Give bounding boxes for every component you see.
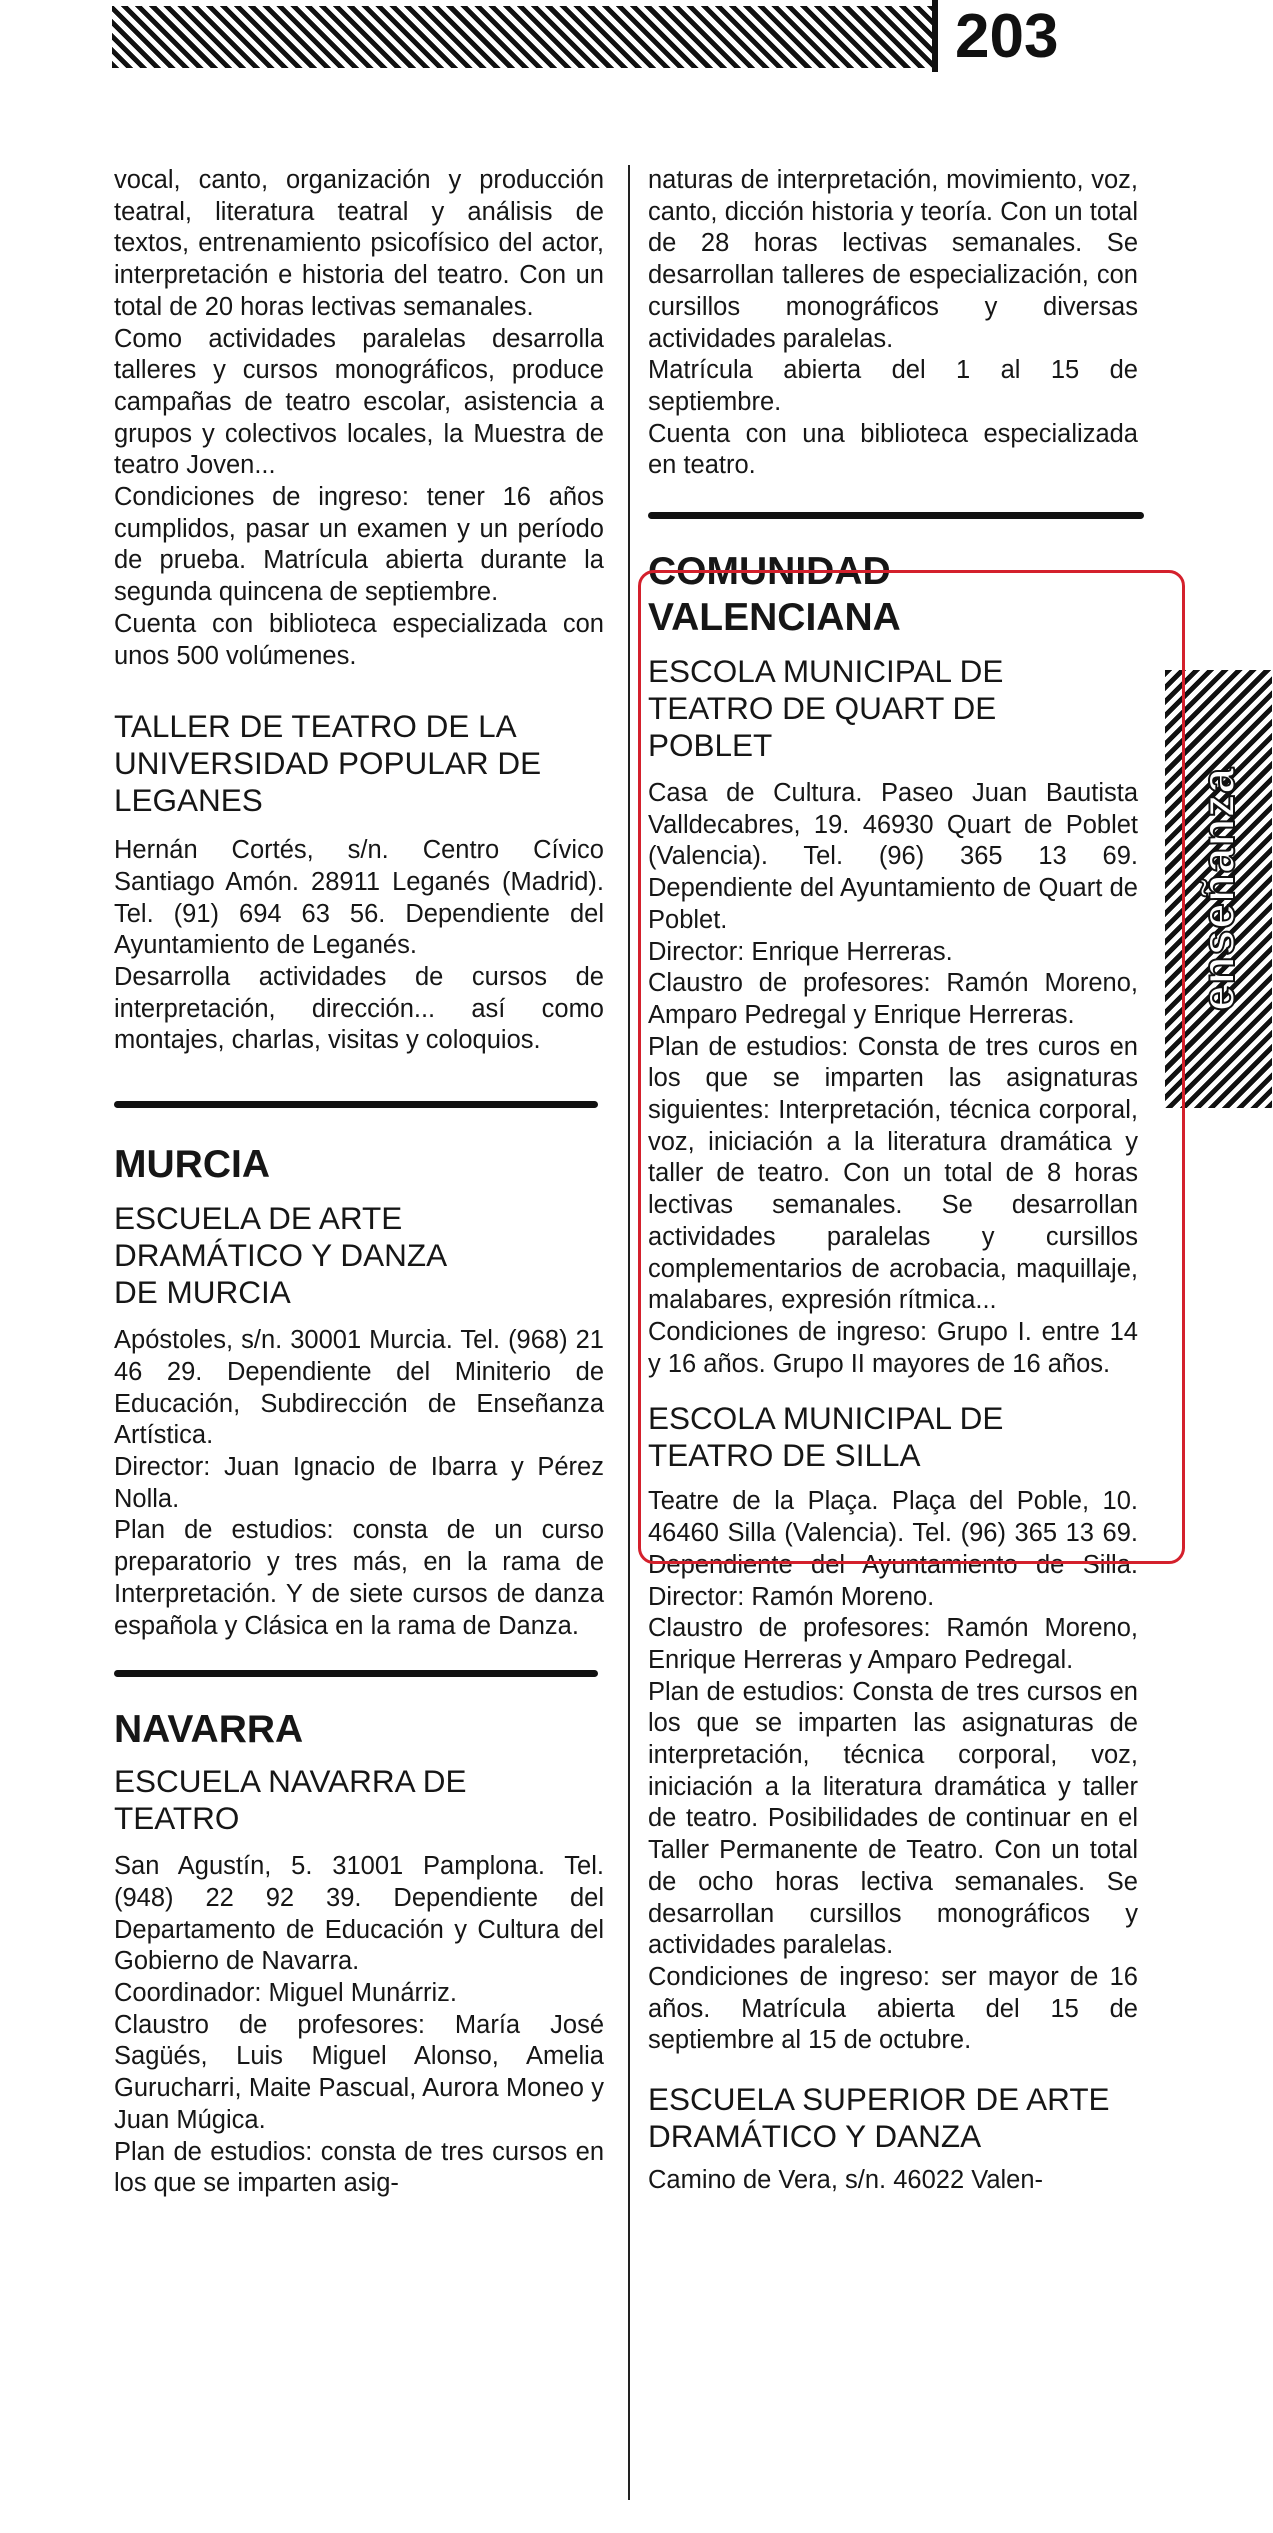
paragraph: Plan de estudios: Consta de tres curos en los que se imparten las asignaturas siguientes: Interpretación, técnica corporal, voz, iniciación a la literatura dramática y taller de teatro. Con un total de 8 horas lectivas semanales. Se desarrollan actividades paralelas y cursillos complementarios de acrobacia, maquillaje, malabares, expresión rítmica... bbox=[648, 1032, 1138, 1315]
paragraph: Plan de estudios: consta de un curso preparatorio y tres más, en la rama de Interpretación. Y de siete cursos de danza española y Clásica en la rama de Danza. bbox=[114, 1516, 604, 1640]
paragraph: Como actividades paralelas desarrolla talleres y cursos monográficos, produce campañas de teatro escolar, asistencia a grupos y colectivos locales, la Muestra de teatro Joven... bbox=[114, 324, 604, 480]
paragraph: Casa de Cultura. Paseo Juan Bautista Valldecabres, 19. 46930 Quart de Poblet (Valencia). Tel. (96) 365 13 69. Dependiente del Ayuntamiento de Quart de Poblet. bbox=[648, 779, 1138, 934]
paragraph: Claustro de profesores: María José Sagüés, Luis Miguel Alonso, Amelia Gurucharri, Maite Pascual, Aurora Moneo y Juan Múgica. bbox=[114, 2010, 604, 2134]
paragraph: vocal, canto, organización y producción teatral, literatura teatral y análisis de textos, entrenamiento psicofísico del actor, interpretación e historia del teatro. Con un total de 20 horas lectivas semanales. bbox=[114, 166, 604, 321]
entry-title-silla: ESCOLA MUNICIPAL DE TEATRO DE SILLA bbox=[648, 1400, 1004, 1474]
entry-title-superior: ESCUELA SUPERIOR DE ARTE DRAMÁTICO Y DANZA bbox=[648, 2081, 1110, 2155]
paragraph: Director: Juan Ignacio de Ibarra y Pérez Nolla. bbox=[114, 1452, 604, 1513]
paragraph: Cuenta con una biblioteca especializada en teatro. bbox=[648, 419, 1138, 480]
paragraph: Condiciones de ingreso: Grupo I. entre 14 y 16 años. Grupo II mayores de 16 años. bbox=[648, 1317, 1138, 1378]
side-tab-text: enseñanza bbox=[1192, 766, 1244, 1012]
entry-title-murcia: ESCUELA DE ARTE DRAMÁTICO Y DANZA DE MURCIA bbox=[114, 1200, 446, 1311]
paragraph: Claustro de profesores: Ramón Moreno, Amparo Pedregal y Enrique Herreras. bbox=[648, 969, 1138, 1029]
entry-title-leganes: TALLER DE TEATRO DE LA UNIVERSIDAD POPULAR DE LEGANES bbox=[114, 708, 542, 819]
paragraph: San Agustín, 5. 31001 Pamplona. Tel. (948) 22 92 39. Dependiente del Departamento de Educación y Cultura del Gobierno de Navarra. bbox=[114, 1852, 604, 1976]
section-rule bbox=[648, 512, 1144, 519]
paragraph: Claustro de profesores: Ramón Moreno, Enrique Herreras y Amparo Pedregal. bbox=[648, 1614, 1138, 1674]
paragraph: Matrícula abierta del 1 al 15 de septiembre. bbox=[648, 356, 1138, 416]
entry-title-quart: ESCOLA MUNICIPAL DE TEATRO DE QUART DE POBLET bbox=[648, 653, 1004, 764]
entry-title-navarra: ESCUELA NAVARRA DE TEATRO bbox=[114, 1763, 467, 1837]
paragraph: naturas de interpretación, movimiento, voz, canto, dicción historia y teoría. Con un total de 28 horas lectivas semanales. Se desarrollan talleres de especialización, con cursillos monográficos y diversas actividades paralelas. bbox=[648, 166, 1138, 353]
region-heading-murcia: MURCIA bbox=[114, 1143, 270, 1187]
paragraph: Desarrolla actividades de cursos de interpretación, dirección... así como montajes, charlas, visitas y coloquios. bbox=[114, 963, 604, 1055]
page-number: 203 bbox=[955, 2, 1059, 71]
paragraph: Coordinador: Miguel Munárriz. bbox=[114, 1979, 457, 2008]
side-tab-label bbox=[1178, 670, 1258, 1108]
region-heading-navarra: NAVARRA bbox=[114, 1708, 304, 1752]
section-rule bbox=[114, 1670, 598, 1677]
column-divider bbox=[628, 165, 630, 2500]
paragraph: Apóstoles, s/n. 30001 Murcia. Tel. (968) 21 46 29. Dependiente del Miniterio de Educación, Subdirección de Enseñanza Artística. bbox=[114, 1326, 604, 1450]
paragraph: Condiciones de ingreso: ser mayor de 16 años. Matrícula abierta del 15 de septiembre al 15 de octubre. bbox=[648, 1962, 1138, 2055]
left-column bbox=[114, 165, 604, 2200]
paragraph: Cuenta con biblioteca especializada con unos 500 volúmenes. bbox=[114, 609, 604, 670]
paragraph: Plan de estudios: Consta de tres cursos en los que se imparten las asignaturas de interpretación, técnica corporal, voz, iniciación a la literatura dramática y taller de teatro. Posibilidades de continuar en el Taller Permanente de Teatro. Con un total de ocho horas lectiva semanales. Se desarrollan cursillos monográficos y actividades paralelas. bbox=[648, 1677, 1138, 1960]
paragraph: Director: Enrique Herreras. bbox=[648, 937, 953, 966]
region-heading-valencia: COMUNIDAD VALENCIANA bbox=[648, 550, 901, 640]
paragraph: Plan de estudios: consta de tres cursos en los que se imparten asig- bbox=[114, 2137, 604, 2198]
paragraph: Teatre de la Plaça. Plaça del Poble, 10. 46460 Silla (Valencia). Tel. (96) 365 13 69. Dependiente del Ayuntamiento de Silla. Director: Ramón Moreno. bbox=[648, 1487, 1138, 1611]
paragraph: Condiciones de ingreso: tener 16 años cumplidos, pasar un examen y un período de prueba. Matrícula abierta durante la segunda quincena de septiembre. bbox=[114, 483, 604, 607]
paragraph: Hernán Cortés, s/n. Centro Cívico Santiago Amón. 28911 Leganés (Madrid). Tel. (91) 694 63 56. Dependiente del Ayuntamiento de Leganés. bbox=[114, 836, 604, 960]
paragraph: Camino de Vera, s/n. 46022 Valen- bbox=[648, 2166, 1044, 2195]
highlight-frame bbox=[638, 570, 1185, 1564]
section-rule bbox=[114, 1101, 598, 1108]
header-hatch-band bbox=[112, 6, 932, 68]
header-hatch-end-bar bbox=[932, 0, 938, 72]
